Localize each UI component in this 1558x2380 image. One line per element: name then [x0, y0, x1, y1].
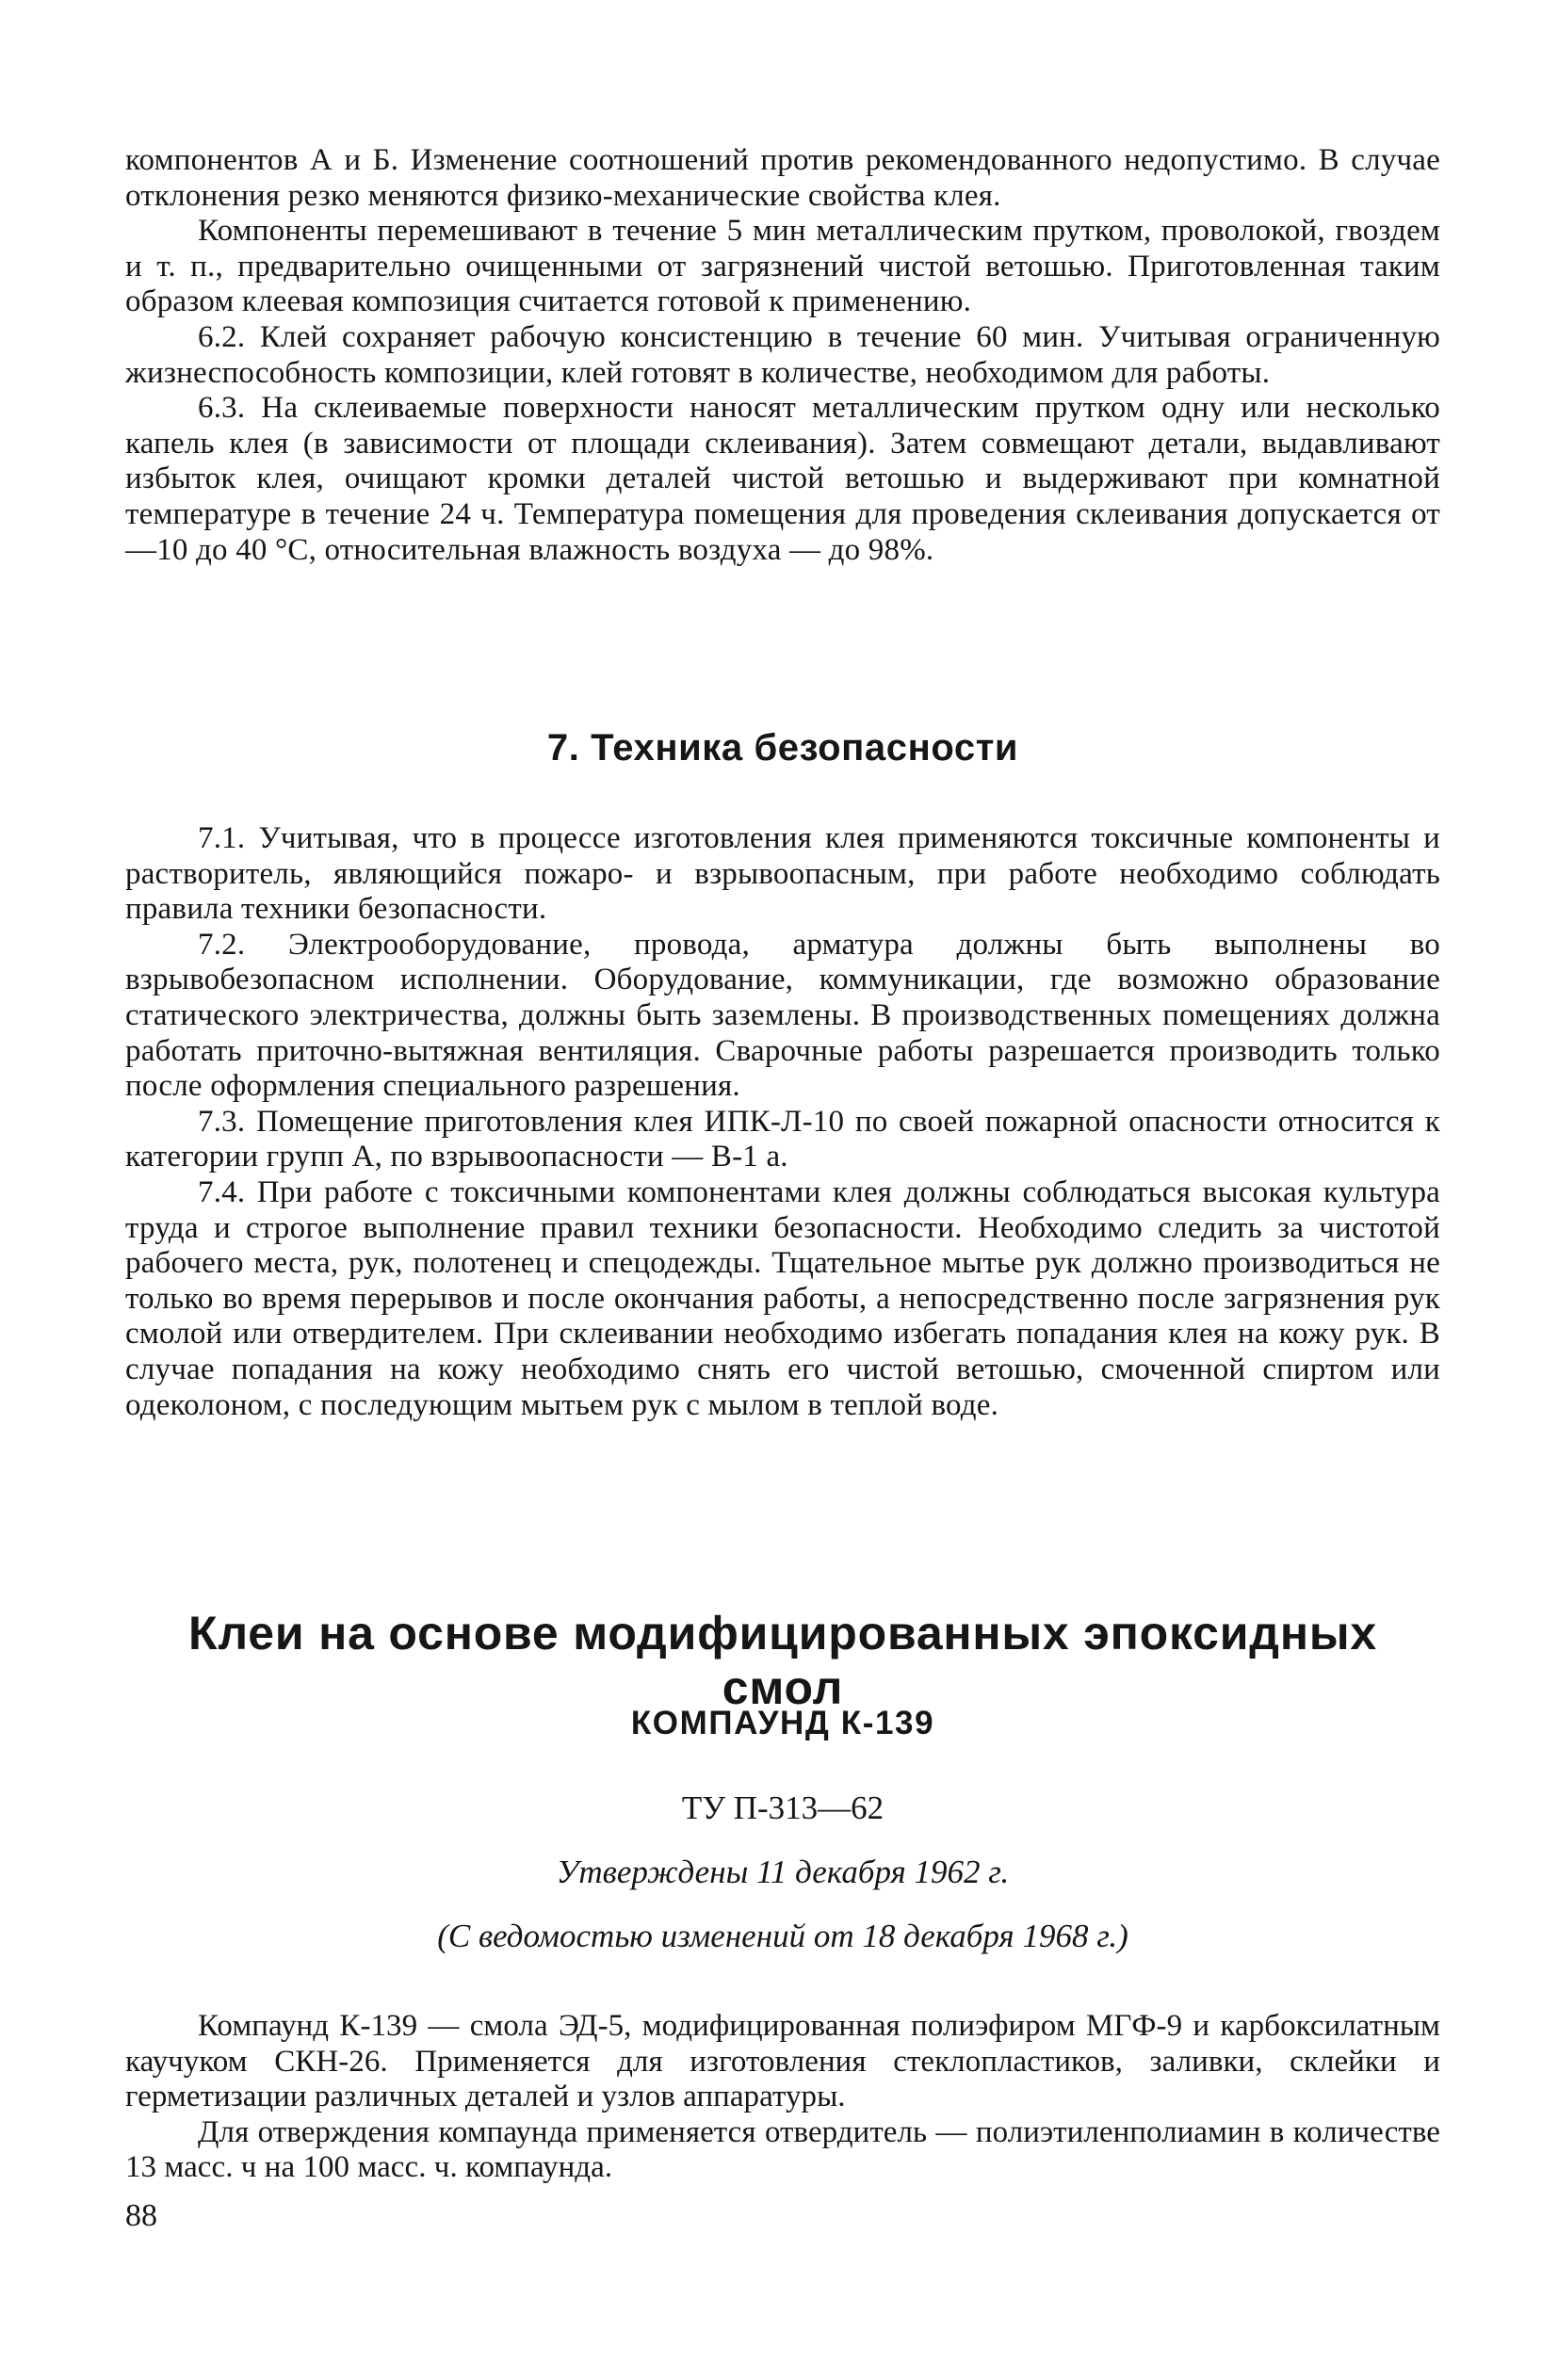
- paragraph-mixing: Компоненты перемешивают в течение 5 мин металлическим прутком, проволокой, гвоздем и т. п., предварительно очищенными от загрязнений чистой ветошью. Приготовленная таким образом клеевая композиция считается готовой к применению.: [125, 214, 1440, 319]
- tu-number: ТУ П-313—62: [681, 1789, 884, 1826]
- changes-note: (С ведомостью изменений от 18 декабря 1968 г.): [437, 1918, 1128, 1954]
- paragraph-hardener: Для отверждения компаунда применяется отвердитель — полиэтиленполиамин в количестве 13 масс. ч на 100 масс. ч. компаунда.: [125, 2114, 1440, 2185]
- paragraph-7-1: 7.1. Учитывая, что в процессе изготовления клея применяются токсичные компоненты и растворитель, являющийся пожаро- и взрывоопасным, при работе необходимо соблюдать правила техники безопасности.: [125, 821, 1440, 927]
- intro-text-block: [125, 143, 1440, 568]
- compound-title: КОМПАУНД К-139: [630, 1705, 935, 1741]
- chapter-heading: Клеи на основе модифицированных эпоксидных смол: [188, 1607, 1377, 1714]
- paragraph-7-3: 7.3. Помещение приготовления клея ИПК-Л-10 по своей пожарной опасности относится к категории групп А, по взрывоопасности — В-1 а.: [125, 1104, 1440, 1174]
- compound-text-block: [125, 2009, 1440, 2186]
- paragraph-6-2: 6.2. Клей сохраняет рабочую консистенцию в течение 60 мин. Учитывая ограниченную жизнеспособность композиции, клей готовят в количестве, необходимом для работы.: [125, 319, 1440, 390]
- paragraph-7-2: 7.2. Электрооборудование, провода, арматура должны быть выполнены во взрывобезопасном исполнении. Оборудование, коммуникации, где возможно образование статического электричества, должны быть заземлены. В производственных помещениях должна работать приточно-вытяжная вентиляция. Сварочные работы разрешается производить только после оформления специального разрешения.: [125, 927, 1440, 1104]
- section-7-heading: 7. Техника безопасности: [546, 727, 1019, 769]
- paragraph-compound-description: Компаунд К-139 — смола ЭД-5, модифицированная полиэфиром МГФ-9 и карбоксилатным каучуком СКН-26. Применяется для изготовления стеклопластиков, заливки, склейки и герметизации различных деталей и узлов аппаратуры.: [125, 2009, 1440, 2114]
- paragraph-7-4: 7.4. При работе с токсичными компонентами клея должны соблюдаться высокая культура труда и строгое выполнение правил техники безопасности. Необходимо следить за чистотой рабочего места, рук, полотенец и спецодежды. Тщательное мытье рук должно производиться не только во время перерывов и после окончания работы, а непосредственно после загрязнения рук смолой или отвердителем. При склеивании необходимо избегать попадания клея на кожу рук. В случае попадания на кожу необходимо снять его чистой ветошью, смоченной спиртом или одеколоном, с последующим мытьем рук с мылом в теплой воде.: [125, 1174, 1440, 1422]
- paragraph-components-ratio: компонентов А и Б. Изменение соотношений против рекомендованного недопустимо. В случае отклонения резко меняются физико-механические свойства клея.: [125, 143, 1440, 213]
- page-number: 88: [125, 2198, 157, 2233]
- safety-text-block: [125, 821, 1440, 1423]
- paragraph-6-3: 6.3. На склеиваемые поверхности наносят металлическим прутком одну или несколько капель клея (в зависимости от площади склеивания). Затем совмещают детали, выдавливают избыток клея, очищают кромки деталей чистой ветошью и выдерживают при комнатной температуре в течение 24 ч. Температура помещения для проведения склеивания допускается от —10 до 40 °С, относительная влажность воздуха — до 98%.: [125, 391, 1440, 567]
- approval-date: Утверждены 11 декабря 1962 г.: [556, 1854, 1010, 1890]
